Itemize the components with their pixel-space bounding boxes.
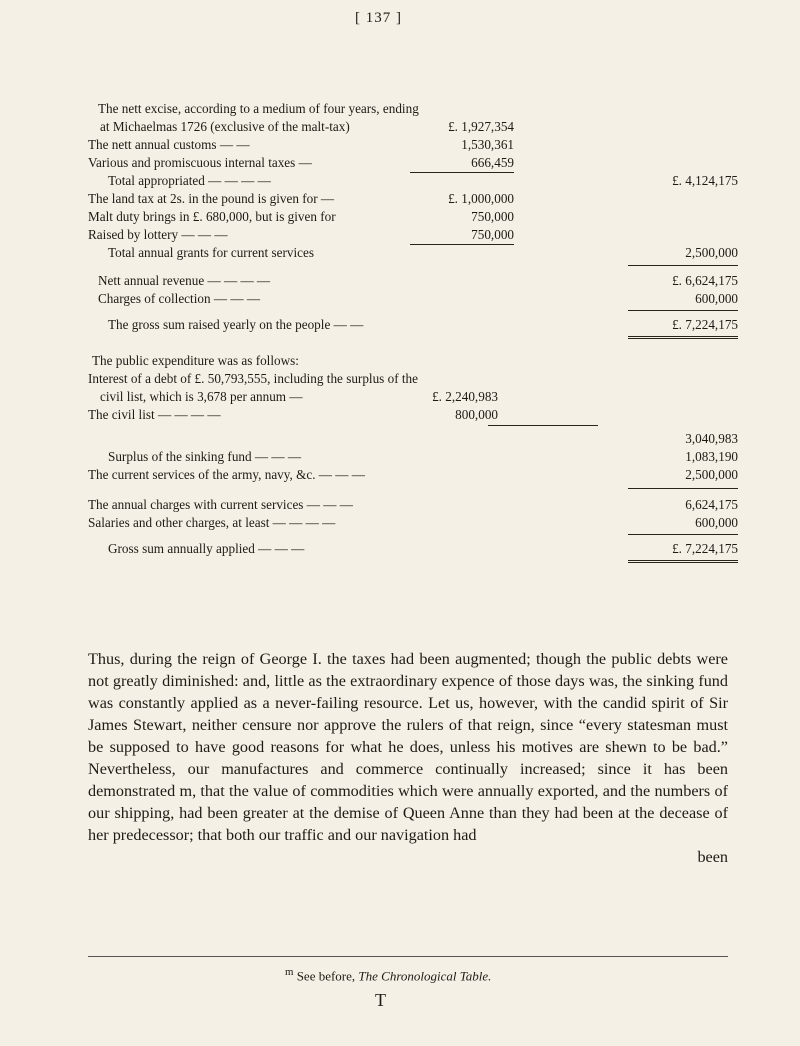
row-label: The public expenditure was as follows: <box>92 353 299 368</box>
row-label: Malt duty brings in £. 680,000, but is given for <box>88 209 336 224</box>
table-row <box>88 272 738 290</box>
row-right-value: £. 7,224,175 <box>672 317 738 332</box>
row-mid-value: 666,459 <box>471 155 514 170</box>
table-row <box>88 388 738 406</box>
row-right-value: £. 7,224,175 <box>672 541 738 556</box>
signature-mark: T <box>375 990 386 1010</box>
row-label: Raised by lottery — — — <box>88 227 228 242</box>
row-right-value: £. 4,124,175 <box>672 173 738 188</box>
sum-rule <box>488 425 598 426</box>
catchword: been <box>697 848 728 866</box>
row-right-value: £. 6,624,175 <box>672 273 738 288</box>
row-label: The nett annual customs — — <box>88 137 250 152</box>
footnote-marker: m <box>285 966 294 978</box>
row-right-value: 600,000 <box>695 515 738 530</box>
row-label: Total appropriated — — — — <box>108 173 271 188</box>
sum-rule <box>628 534 738 535</box>
sum-rule <box>628 265 738 266</box>
table-row <box>88 466 738 484</box>
row-mid-value: 1,530,361 <box>461 137 514 152</box>
sum-rule <box>628 310 738 311</box>
table-row <box>88 290 738 308</box>
page-number: [ 137 ] <box>355 10 402 26</box>
table-row <box>88 430 738 448</box>
row-label: at Michaelmas 1726 (exclusive of the malt-tax) <box>100 119 350 134</box>
row-label: civil list, which is 3,678 per annum — <box>100 389 303 404</box>
table-row <box>88 316 738 334</box>
table-row <box>88 226 738 244</box>
table-row <box>88 370 738 388</box>
row-label: The annual charges with current services — — — <box>88 497 353 512</box>
row-right-value: 3,040,983 <box>685 431 738 446</box>
total-rule <box>628 560 738 563</box>
row-mid-value: £. 1,927,354 <box>448 119 514 134</box>
footnote <box>285 966 491 984</box>
row-label: Gross sum annually applied — — — <box>108 541 305 556</box>
total-rule <box>628 336 738 339</box>
row-label: The current services of the army, navy, &c. — — — <box>88 467 365 482</box>
table-row <box>88 100 738 118</box>
row-mid-value: £. 2,240,983 <box>432 389 498 404</box>
row-label: Charges of collection — — — <box>98 291 261 306</box>
table-row <box>88 208 738 226</box>
row-label: Nett annual revenue — — — — <box>98 273 271 288</box>
row-right-value: 2,500,000 <box>685 245 738 260</box>
table-row <box>88 496 738 514</box>
row-mid-value: 750,000 <box>471 227 514 242</box>
table-row <box>88 172 738 190</box>
row-right-value: 6,624,175 <box>685 497 738 512</box>
table-row <box>88 352 738 370</box>
footnote-rule <box>88 956 728 957</box>
row-label: The nett excise, according to a medium of four years, ending <box>98 101 419 116</box>
row-right-value: 600,000 <box>695 291 738 306</box>
table-row <box>88 118 738 136</box>
row-right-value: 1,083,190 <box>685 449 738 464</box>
table-row <box>88 514 738 532</box>
row-mid-value: 800,000 <box>455 407 498 422</box>
table-row <box>88 540 738 558</box>
row-right-value: 2,500,000 <box>685 467 738 482</box>
row-label: The gross sum raised yearly on the people — — <box>108 317 364 332</box>
footnote-title: The Chronological Table. <box>358 968 492 984</box>
row-mid-value: £. 1,000,000 <box>448 191 514 206</box>
row-label: Total annual grants for current services <box>108 245 314 260</box>
row-label: The land tax at 2s. in the pound is given for — <box>88 191 335 206</box>
table-row <box>88 136 738 154</box>
table-row <box>88 244 738 262</box>
row-label: Salaries and other charges, at least — — — — <box>88 515 336 530</box>
sum-rule <box>628 488 738 489</box>
footnote-text: See before, <box>293 968 359 984</box>
table-row <box>88 190 738 208</box>
row-mid-value: 750,000 <box>471 209 514 224</box>
row-label: Surplus of the sinking fund — — — <box>108 449 302 464</box>
paragraph-text: Thus, during the reign of George I. the taxes had been augmented; though the public debts were not greatly diminished: and, little as the extraordinary expence of those days was, the sinking fund was constantly applied as a never-failing resource. Let us, however, with the candid spirit of Sir James Stewart, neither censure nor approve the rulers of that reign, since “every statesman must be supposed to have good reasons for what he does, unless his motives are shewn to be bad.” Nevertheless, our manufactures and commerce continually increased; since it has been demonstrated m, that the value of commodities which were annually exported, and the numbers of our shipping, had been greater at the demise of Queen Anne than they had been at the decease of her predecessor; that both our traffic and our navigation had <box>88 650 728 844</box>
table-row <box>88 154 738 172</box>
body-paragraph <box>88 648 728 868</box>
row-label: Various and promiscuous internal taxes — <box>88 155 312 170</box>
row-label: Interest of a debt of £. 50,793,555, including the surplus of the <box>88 371 418 386</box>
table-row <box>88 448 738 466</box>
table-row <box>88 406 738 424</box>
row-label: The civil list — — — — <box>88 407 221 422</box>
